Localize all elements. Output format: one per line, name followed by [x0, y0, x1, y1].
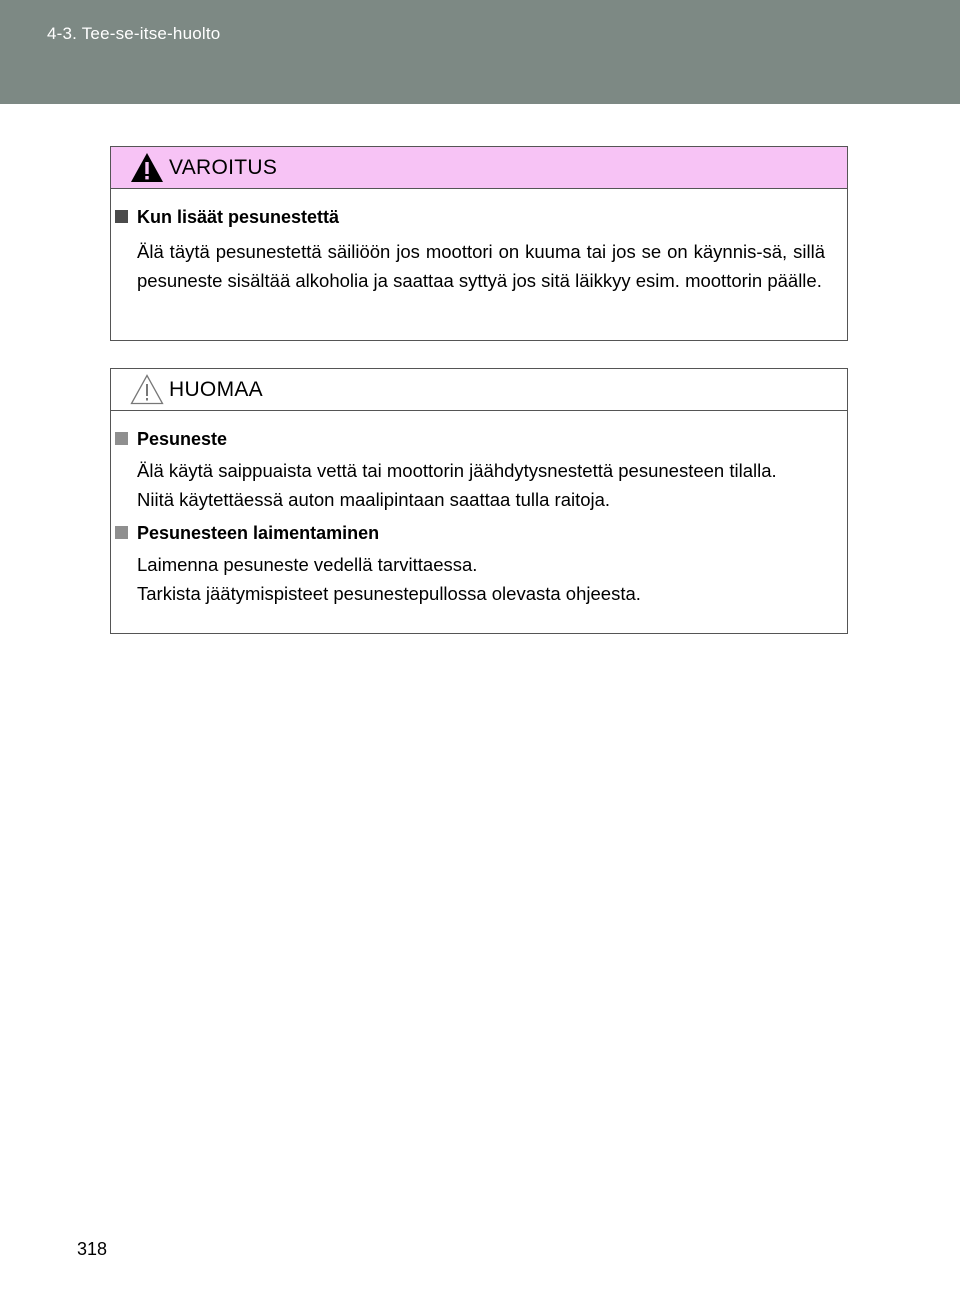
notice-header	[111, 369, 847, 411]
page-number: 318	[77, 1239, 108, 1259]
warning-header	[111, 147, 847, 189]
warning-triangle-icon	[129, 151, 165, 184]
caution-outline-triangle-icon	[129, 373, 165, 406]
notice-item-title: Pesuneste	[115, 428, 825, 450]
notice-content	[111, 411, 847, 608]
square-bullet-icon	[115, 432, 128, 445]
body-line: Älä käytä saippuaista vettä tai moottorin jäähdytysnestettä pesunesteen tilalla.	[137, 460, 777, 481]
notice-box	[110, 368, 848, 634]
warning-item	[111, 206, 847, 295]
body-line: Tarkista jäätymispisteet pesunestepullossa olevasta ohjeesta.	[137, 583, 641, 604]
warning-item-title: Kun lisäät pesunestettä	[115, 206, 825, 228]
section-title: 4-3. Tee-se-itse-huolto	[47, 24, 221, 43]
header-band	[0, 0, 960, 104]
notice-label: HUOMAA	[169, 378, 263, 401]
notice-item-title: Pesunesteen laimentaminen	[115, 522, 825, 544]
notice-item-body	[137, 456, 825, 514]
body-line: Niitä käytettäessä auton maalipintaan saattaa tulla raitoja.	[137, 489, 611, 510]
notice-item	[111, 522, 847, 608]
square-bullet-icon	[115, 526, 128, 539]
warning-box	[110, 146, 848, 341]
body-line: Laimenna pesuneste vedellä tarvittaessa.	[137, 554, 478, 575]
warning-label: VAROITUS	[169, 156, 278, 179]
notice-item-body	[137, 550, 825, 608]
notice-item	[111, 428, 847, 514]
square-bullet-icon	[115, 210, 128, 223]
warning-item-body: Älä täytä pesunestettä säiliöön jos moottori on kuuma tai jos se on käynnis-sä, sillä pesuneste sisältää alkoholia ja saattaa syttyä jos sitä läikkyy esim. moottorin päälle.	[137, 241, 825, 291]
warning-content	[111, 189, 847, 295]
